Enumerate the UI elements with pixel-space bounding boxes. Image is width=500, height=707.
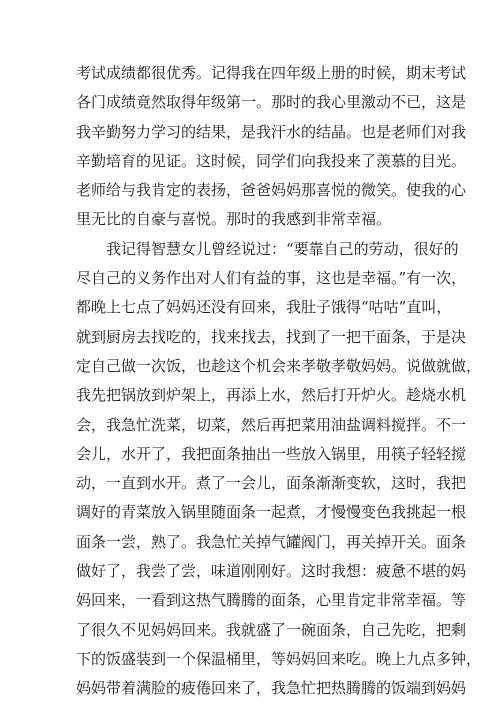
text-line: 动，一直到水开。煮了一会儿，面条渐渐变软，这时，我把 xyxy=(76,474,467,493)
text-line: 面条一尝，熟了。我急忙关掉气罐阀门，再关掉开关。面条 xyxy=(76,532,467,551)
text-line: 老师给与我肯定的表扬，爸爸妈妈那喜悦的微笑。使我的心 xyxy=(76,181,467,200)
document-body xyxy=(76,59,482,704)
paragraph-2 xyxy=(76,235,482,704)
text-line: 考试成绩都很优秀。记得我在四年级上册的时候，期末考试 xyxy=(76,64,467,82)
text-line: 各门成绩竟然取得年级第一。那时的我心里激动不已，这是 xyxy=(76,93,467,112)
text-line: 定自己做一次饭，也趁这个机会来孝敬孝敬妈妈。说做就做， xyxy=(76,356,482,375)
text-line: 我先把锅放到炉架上，再添上水，然后打开炉火。趁烧水机 xyxy=(76,386,467,405)
text-line: 妈妈带着满脸的疲倦回来了，我急忙把热腾腾的饭端到妈妈 xyxy=(76,679,467,698)
text-line: 妈回来，一看到这热气腾腾的面条，心里肯定非常幸福。等 xyxy=(76,591,467,610)
text-line: 辛勤培育的见证。这时候，同学们向我投来了羡慕的目光。 xyxy=(76,151,467,170)
text-line: 调好的青菜放入锅里随面条一起煮，才慢慢变色我挑起一根 xyxy=(76,503,467,522)
text-line: 了很久不见妈妈回来。我就盛了一碗面条，自己先吃，把剩 xyxy=(76,620,467,639)
text-line: 尽自己的义务作出对人们有益的事，这也是幸福。”有一次， xyxy=(76,269,467,288)
text-line: 会儿，水开了，我把面条抽出一些放入锅里，用筷子轻轻搅 xyxy=(76,444,467,463)
text-line: 我记得智慧女儿曾经说过：“要靠自己的劳动，很好的 xyxy=(106,239,459,258)
text-line: 做好了，我尝了尝，味道刚刚好。这时我想：疲惫不堪的妈 xyxy=(76,562,467,581)
paragraph-1 xyxy=(76,59,467,235)
text-line: 我辛勤努力学习的结果，是我汗水的结晶。也是老师们对我 xyxy=(76,122,467,141)
text-line: 就到厨房去找吃的，找来找去，找到了一把干面条，于是决 xyxy=(76,327,467,346)
text-line: 下的饭盛装到一个保温桶里，等妈妈回来吃。晚上九点多钟， xyxy=(76,649,482,668)
text-line: 会，我急忙洗菜，切菜，然后再把菜用油盐调料搅拌。不一 xyxy=(76,415,467,434)
text-line: 都晚上七点了妈妈还没有回来，我肚子饿得“咕咕”直叫， xyxy=(76,298,452,317)
text-line: 里无比的自豪与喜悦。那时的我感到非常幸福。 xyxy=(76,210,392,229)
